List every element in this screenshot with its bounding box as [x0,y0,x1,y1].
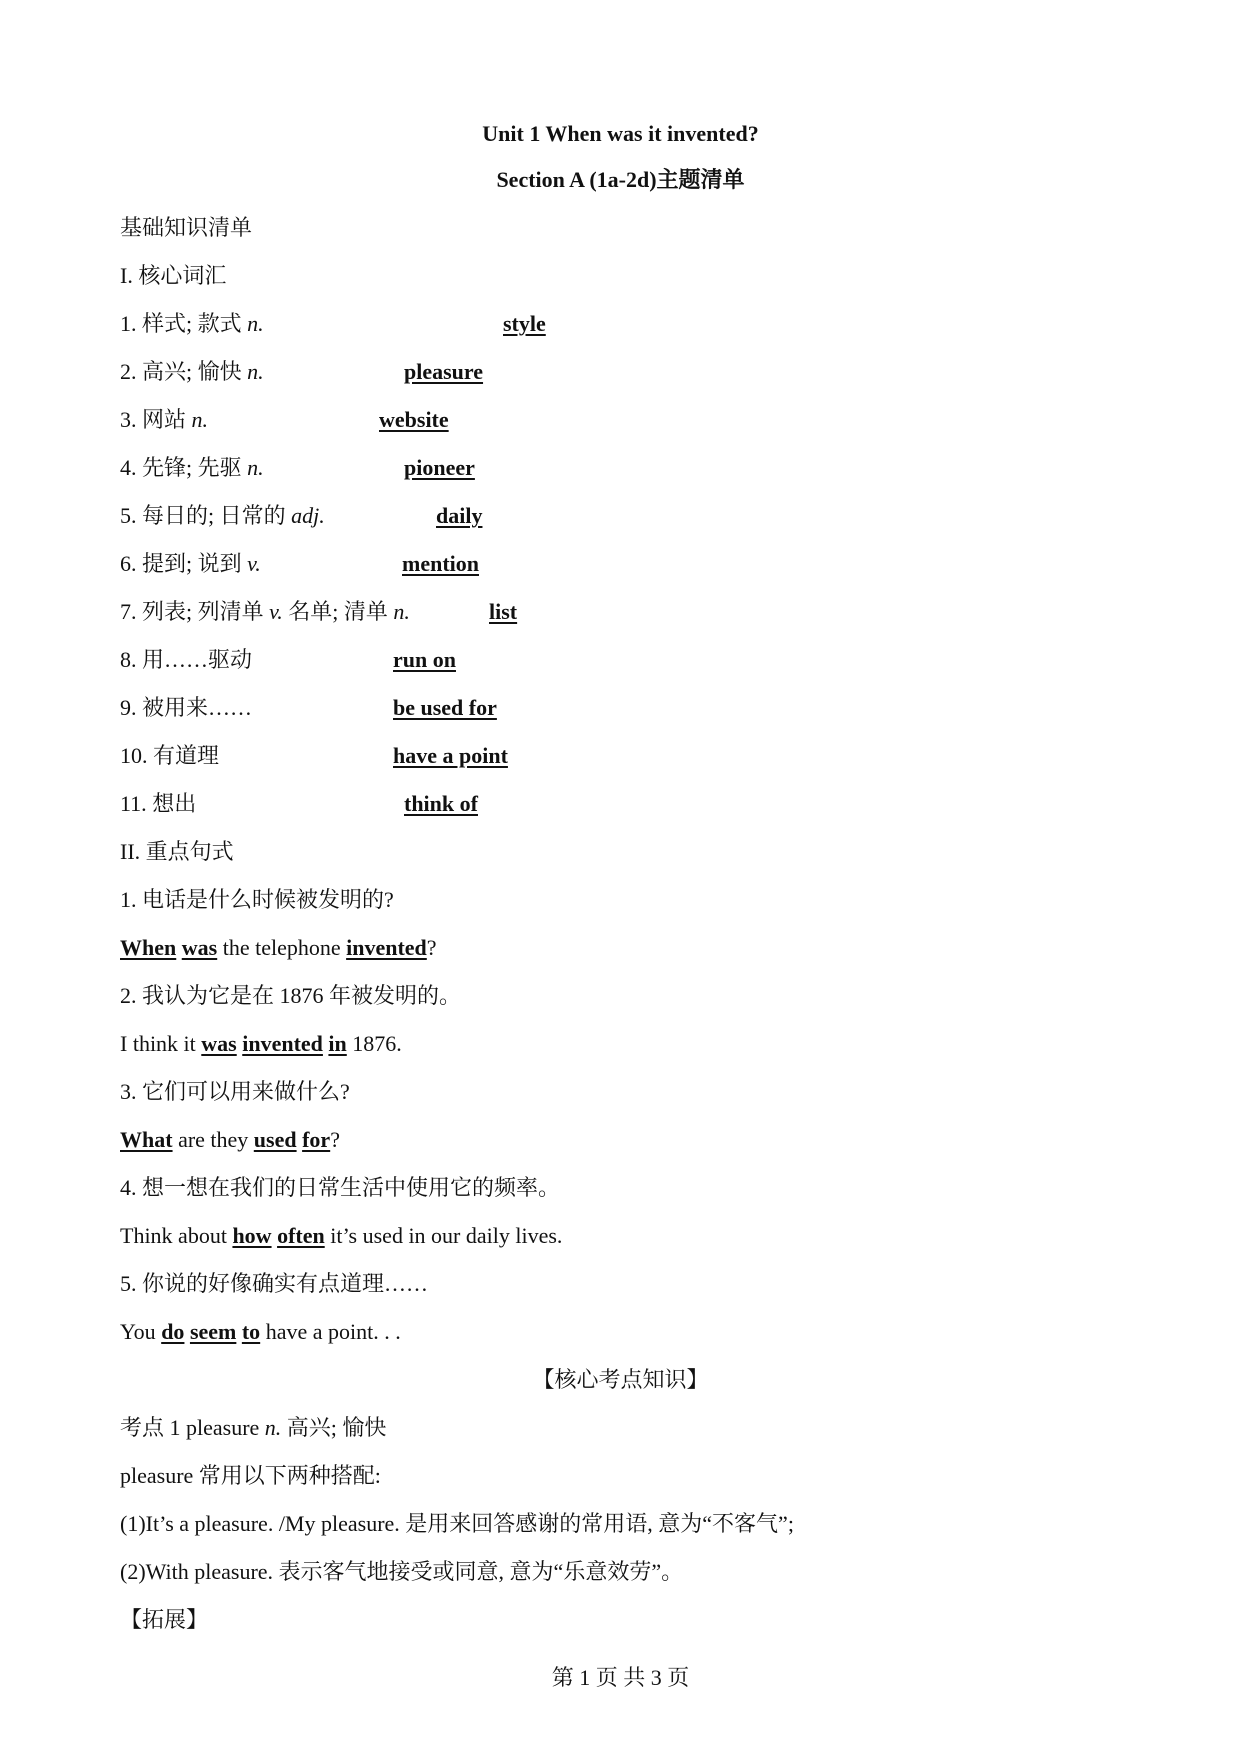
vocab-num: 3. [120,407,142,432]
vocab-num: 2. [120,359,142,384]
vocab-num: 9. [120,695,142,720]
vocab-num: 7. [120,599,142,624]
vocab-pos-2: n. [393,599,410,624]
vocab-answer: website [379,407,449,432]
sentence-text: I think it [120,1031,202,1056]
blank-answer: how [232,1223,272,1248]
sentence-cn: 4. 想一想在我们的日常生活中使用它的频率。 [120,1175,561,1200]
blank-answer: for [302,1127,331,1152]
vocab-item [120,549,261,579]
blank-answer: do [161,1319,185,1344]
vocab-answer: list [489,599,518,624]
sentence-en [120,1221,562,1251]
sentence-text: Think about [120,1223,233,1248]
vocab-answer: pleasure [404,359,484,384]
sentence-cn: 2. 我认为它是在 1876 年被发明的。 [120,983,462,1008]
blank-answer: When [120,935,177,960]
vocab-item [120,645,252,675]
vocab-num: 10. [120,743,153,768]
vocab-item [120,789,196,819]
blank-answer: to [241,1319,261,1344]
vocab-cn: 有道理 [153,743,220,768]
sentence-text: have a point. . . [260,1319,401,1344]
sentence-text: are they [172,1127,254,1152]
vocab-pos: n. [247,359,264,384]
unit-title: Unit 1 When was it invented? [482,121,759,146]
core-item: (1)It’s a pleasure. /My pleasure. 是用来回答感谢的常用语, 意为“不客气”; [120,1511,794,1536]
vocab-answer: daily [436,503,483,528]
vocab-cn: 提到; 说到 [142,551,248,576]
vocab-answer: style [503,311,546,336]
point-cn: 高兴; 愉快 [281,1415,387,1440]
vocab-num: 4. [120,455,142,480]
vocab-item [120,453,264,483]
vocab-item [120,405,208,435]
vocab-cn: 每日的; 日常的 [142,503,292,528]
vocab-num: 11. [120,791,153,816]
vocab-heading: I. 核心词汇 [120,263,227,288]
core-intro: pleasure 常用以下两种搭配: [120,1463,381,1488]
vocab-pos: v. [269,599,283,624]
vocab-cn-2: 名单; 清单 [282,599,394,624]
vocab-cn: 样式; 款式 [142,311,248,336]
blank-answer: invented [346,935,427,960]
vocab-cn: 列表; 列清单 [142,599,270,624]
sentence-heading: II. 重点句式 [120,839,234,864]
sentence-text: 1876. [346,1031,402,1056]
sentence-en [120,1029,402,1059]
blank-answer: was [201,1031,237,1056]
vocab-answer: be used for [393,695,497,720]
vocab-num: 6. [120,551,142,576]
vocab-item [120,357,264,387]
blank-answer: used [253,1127,297,1152]
vocab-cn: 先锋; 先驱 [142,455,248,480]
vocab-cn: 被用来…… [142,695,253,720]
blank-answer: was [181,935,218,960]
sentence-en [120,1317,401,1347]
vocab-cn: 用……驱动 [142,647,253,672]
vocab-cn: 网站 [142,407,192,432]
core-point-1 [120,1413,386,1443]
sentence-text: the telephone [217,935,347,960]
sentence-en [120,933,437,963]
sentence-en [120,1125,340,1155]
blank-answer: seem [189,1319,237,1344]
vocab-pos: adj. [291,503,325,528]
vocab-answer: have a point [393,743,508,768]
vocab-answer: run on [393,647,456,672]
blank-answer: often [277,1223,325,1248]
vocab-cn: 想出 [152,791,197,816]
vocab-answer: mention [402,551,479,576]
vocab-item [120,309,264,339]
sentence-text: it’s used in our daily lives. [324,1223,563,1248]
vocab-cn: 高兴; 愉快 [142,359,248,384]
page-number: 第 1 页 共 3 页 [551,1665,690,1690]
vocab-answer: pioneer [404,455,475,480]
blank-answer: invented [242,1031,323,1056]
extend-heading: 【拓展】 [120,1607,209,1632]
point-label: 考点 1 pleasure [120,1415,265,1440]
section-title: Section A (1a-2d)主题清单 [496,167,745,192]
sentence-cn: 1. 电话是什么时候被发明的? [120,887,394,912]
sentence-text: You [120,1319,162,1344]
core-heading: 【核心考点知识】 [532,1367,709,1392]
vocab-item [120,501,325,531]
blank-answer: in [328,1031,347,1056]
vocab-num: 5. [120,503,142,528]
vocab-item [120,693,252,723]
vocab-item [120,741,219,771]
vocab-item [120,597,410,627]
blank-answer: What [120,1127,173,1152]
vocab-num: 1. [120,311,142,336]
sentence-text: ? [330,1127,340,1152]
vocab-answer: think of [404,791,478,816]
sentence-text: ? [426,935,437,960]
vocab-pos: n. [247,455,264,480]
sentence-cn: 5. 你说的好像确实有点道理…… [120,1271,429,1296]
vocab-pos: n. [247,311,264,336]
vocab-pos: v. [247,551,261,576]
sentence-cn: 3. 它们可以用来做什么? [120,1079,350,1104]
core-item: (2)With pleasure. 表示客气地接受或同意, 意为“乐意效劳”。 [120,1559,684,1584]
basics-heading: 基础知识清单 [120,215,253,240]
vocab-num: 8. [120,647,142,672]
point-pos: n. [264,1415,282,1440]
vocab-pos: n. [191,407,209,432]
